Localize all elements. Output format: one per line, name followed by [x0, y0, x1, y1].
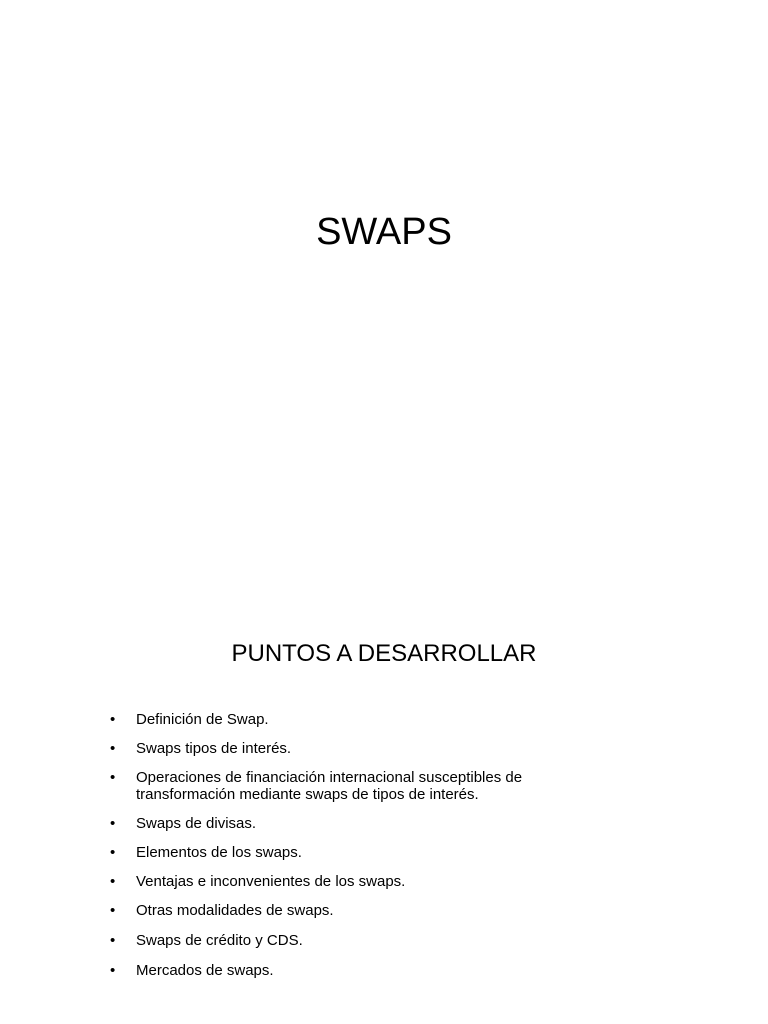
list-item-label: Operaciones de financiación internacional susceptibles de transformación mediante swaps de tipos de interés. [136, 769, 523, 803]
bullet-icon: • [110, 815, 116, 832]
list-item [110, 932, 710, 949]
list-item-label: Otras modalidades de swaps. [136, 902, 334, 919]
list-item-label: Elementos de los swaps. [136, 844, 302, 861]
bullet-icon: • [110, 932, 116, 949]
list-item [110, 711, 710, 728]
list-item [110, 769, 566, 803]
topic-list [110, 711, 710, 991]
bullet-icon: • [110, 902, 116, 919]
section-title: PUNTOS A DESARROLLAR [231, 640, 537, 667]
bullet-icon: • [110, 740, 116, 757]
list-item-label: Swaps tipos de interés. [136, 740, 292, 757]
list-item-label: Definición de Swap. [136, 711, 269, 728]
list-item [110, 740, 710, 757]
bullet-icon: • [110, 844, 116, 861]
list-item [110, 815, 710, 832]
bullet-icon: • [110, 873, 116, 890]
bullet-icon: • [110, 711, 116, 728]
list-item [110, 962, 710, 979]
list-item-label: Ventajas e inconvenientes de los swaps. [136, 873, 406, 890]
list-item [110, 873, 710, 890]
list-item-label: Swaps de crédito y CDS. [136, 932, 303, 949]
bullet-icon: • [110, 962, 116, 979]
list-item-label: Swaps de divisas. [136, 815, 257, 832]
bullet-icon: • [110, 769, 116, 786]
slide-title: SWAPS [316, 211, 452, 253]
list-item [110, 902, 710, 919]
list-item [110, 844, 710, 861]
list-item-label: Mercados de swaps. [136, 962, 274, 979]
